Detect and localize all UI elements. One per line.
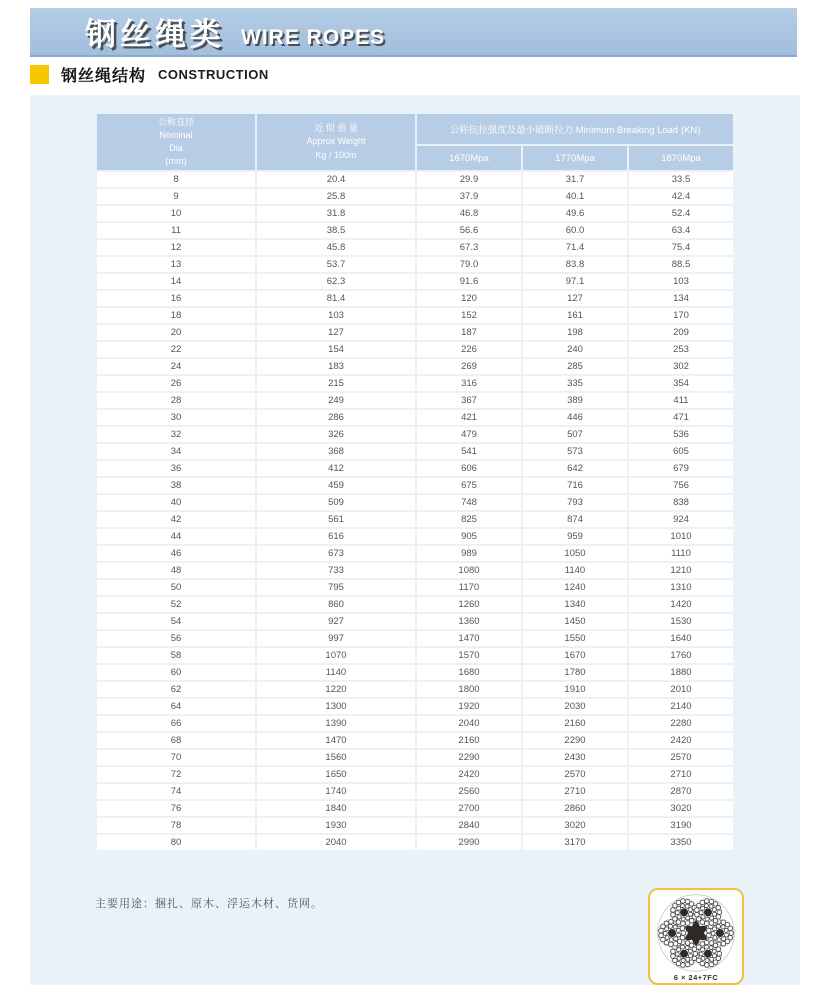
table-cell: 170 [629, 308, 733, 323]
table-cell: 2430 [523, 750, 627, 765]
table-cell: 1220 [257, 682, 415, 697]
header-grade-1670: 1670Mpa [417, 146, 521, 170]
table-cell: 60 [97, 665, 255, 680]
table-cell: 253 [629, 342, 733, 357]
table-cell: 2290 [523, 733, 627, 748]
table-row [97, 648, 733, 663]
table-cell: 1050 [523, 546, 627, 561]
yellow-bullet-icon [30, 65, 49, 84]
table-cell: 959 [523, 529, 627, 544]
table-cell: 81.4 [257, 291, 415, 306]
table-cell: 42.4 [629, 189, 733, 204]
table-row [97, 818, 733, 833]
table-cell: 30 [97, 410, 255, 425]
table-cell: 1840 [257, 801, 415, 816]
table-cell: 38.5 [257, 223, 415, 238]
table-body [97, 172, 733, 850]
table-cell: 479 [417, 427, 521, 442]
table-cell: 58 [97, 648, 255, 663]
table-cell: 1800 [417, 682, 521, 697]
main-uses-note: 主要用途：捆扎、原木、浮运木材、货网。 [95, 898, 323, 910]
table-cell: 2700 [417, 801, 521, 816]
table-cell: 40 [97, 495, 255, 510]
table-cell: 905 [417, 529, 521, 544]
table-cell: 3020 [523, 818, 627, 833]
table-row [97, 308, 733, 323]
table-row [97, 784, 733, 799]
table-cell: 36 [97, 461, 255, 476]
table-cell: 2990 [417, 835, 521, 850]
table-row [97, 563, 733, 578]
table-cell: 316 [417, 376, 521, 391]
table-cell: 606 [417, 461, 521, 476]
table-row [97, 529, 733, 544]
table-cell: 49.6 [523, 206, 627, 221]
table-cell: 2040 [257, 835, 415, 850]
table-cell: 825 [417, 512, 521, 527]
table-cell: 1390 [257, 716, 415, 731]
table-cell: 1340 [523, 597, 627, 612]
table-row [97, 291, 733, 306]
table-cell: 31.8 [257, 206, 415, 221]
table-cell: 34 [97, 444, 255, 459]
table-cell: 78 [97, 818, 255, 833]
table-cell: 28 [97, 393, 255, 408]
table-cell: 1110 [629, 546, 733, 561]
spec-table [95, 112, 735, 852]
table-row [97, 274, 733, 289]
table-cell: 367 [417, 393, 521, 408]
table-cell: 1310 [629, 580, 733, 595]
table-cell: 74 [97, 784, 255, 799]
table-row [97, 546, 733, 561]
table-cell: 1920 [417, 699, 521, 714]
table-cell: 22 [97, 342, 255, 357]
table-cell: 2710 [629, 767, 733, 782]
table-cell: 924 [629, 512, 733, 527]
table-row [97, 801, 733, 816]
table-cell: 10 [97, 206, 255, 221]
table-row [97, 257, 733, 272]
table-cell: 71.4 [523, 240, 627, 255]
table-cell: 354 [629, 376, 733, 391]
table-cell: 1420 [629, 597, 733, 612]
table-row [97, 189, 733, 204]
section-title-zh: 钢丝绳结构 [61, 68, 147, 85]
table-cell: 198 [523, 325, 627, 340]
table-cell: 42 [97, 512, 255, 527]
section-heading [30, 63, 269, 86]
table-cell: 1760 [629, 648, 733, 663]
table-cell: 860 [257, 597, 415, 612]
table-cell: 72 [97, 767, 255, 782]
table-cell: 748 [417, 495, 521, 510]
table-cell: 411 [629, 393, 733, 408]
table-cell: 91.6 [417, 274, 521, 289]
table-cell: 209 [629, 325, 733, 340]
table-cell: 756 [629, 478, 733, 493]
table-cell: 16 [97, 291, 255, 306]
table-cell: 573 [523, 444, 627, 459]
table-cell: 1010 [629, 529, 733, 544]
table-row [97, 223, 733, 238]
header-approx-weight: 近 似 重 量 Approx Weight Kg / 100m [257, 114, 415, 170]
table-cell: 927 [257, 614, 415, 629]
table-cell: 56 [97, 631, 255, 646]
table-cell: 14 [97, 274, 255, 289]
table-cell: 62 [97, 682, 255, 697]
table-cell: 1240 [523, 580, 627, 595]
table-cell: 127 [257, 325, 415, 340]
table-cell: 716 [523, 478, 627, 493]
table-cell: 249 [257, 393, 415, 408]
rope-cross-section-box [648, 888, 744, 985]
table-cell: 421 [417, 410, 521, 425]
table-row [97, 835, 733, 850]
table-row [97, 478, 733, 493]
table-cell: 616 [257, 529, 415, 544]
table-cell: 56.6 [417, 223, 521, 238]
table-cell: 2570 [523, 767, 627, 782]
table-row [97, 359, 733, 374]
table-cell: 997 [257, 631, 415, 646]
table-cell: 75.4 [629, 240, 733, 255]
table-cell: 285 [523, 359, 627, 374]
table-cell: 29.9 [417, 172, 521, 187]
table-row [97, 597, 733, 612]
table-cell: 1170 [417, 580, 521, 595]
table-cell: 2030 [523, 699, 627, 714]
table-cell: 1140 [523, 563, 627, 578]
table-cell: 2420 [629, 733, 733, 748]
table-cell: 269 [417, 359, 521, 374]
table-cell: 60.0 [523, 223, 627, 238]
table-cell: 11 [97, 223, 255, 238]
table-cell: 2420 [417, 767, 521, 782]
table-cell: 38 [97, 478, 255, 493]
header-breaking-load: 公称抗拉强度及最小破断拉力 Minimum Breaking Load (KN) [417, 114, 733, 144]
table-cell: 1550 [523, 631, 627, 646]
table-cell: 1210 [629, 563, 733, 578]
table-cell: 68 [97, 733, 255, 748]
table-cell: 26 [97, 376, 255, 391]
table-cell: 37.9 [417, 189, 521, 204]
table-row [97, 682, 733, 697]
table-row [97, 240, 733, 255]
table-cell: 97.1 [523, 274, 627, 289]
table-cell: 103 [629, 274, 733, 289]
table-cell: 2560 [417, 784, 521, 799]
table-cell: 326 [257, 427, 415, 442]
table-cell: 1470 [417, 631, 521, 646]
table-cell: 795 [257, 580, 415, 595]
page-title-zh: 钢丝绳类 [85, 17, 225, 52]
table-cell: 446 [523, 410, 627, 425]
table-cell: 286 [257, 410, 415, 425]
table-row [97, 580, 733, 595]
table-cell: 134 [629, 291, 733, 306]
table-cell: 1740 [257, 784, 415, 799]
table-cell: 63.4 [629, 223, 733, 238]
table-row [97, 206, 733, 221]
table-row [97, 750, 733, 765]
table-cell: 733 [257, 563, 415, 578]
table-cell: 989 [417, 546, 521, 561]
table-cell: 9 [97, 189, 255, 204]
table-cell: 183 [257, 359, 415, 374]
table-cell: 1650 [257, 767, 415, 782]
table-cell: 2280 [629, 716, 733, 731]
table-cell: 412 [257, 461, 415, 476]
table-cell: 1450 [523, 614, 627, 629]
table-cell: 2040 [417, 716, 521, 731]
table-cell: 52 [97, 597, 255, 612]
table-row [97, 342, 733, 357]
table-cell: 1140 [257, 665, 415, 680]
table-cell: 67.3 [417, 240, 521, 255]
table-cell: 1470 [257, 733, 415, 748]
table-cell: 66 [97, 716, 255, 731]
table-row [97, 716, 733, 731]
table-cell: 88.5 [629, 257, 733, 272]
table-row [97, 461, 733, 476]
table-cell: 20 [97, 325, 255, 340]
table-cell: 2570 [629, 750, 733, 765]
table-cell: 1670 [523, 648, 627, 663]
table-header-row-1 [97, 114, 733, 144]
header-grade-1870: 1870Mpa [629, 146, 733, 170]
table-cell: 675 [417, 478, 521, 493]
table-cell: 79.0 [417, 257, 521, 272]
table-cell: 1080 [417, 563, 521, 578]
table-row [97, 444, 733, 459]
header-grade-1770: 1770Mpa [523, 146, 627, 170]
table-row [97, 512, 733, 527]
table-cell: 1780 [523, 665, 627, 680]
table-cell: 1360 [417, 614, 521, 629]
table-cell: 32 [97, 427, 255, 442]
table-cell: 127 [523, 291, 627, 306]
table-cell: 46.8 [417, 206, 521, 221]
table-cell: 2290 [417, 750, 521, 765]
table-cell: 12 [97, 240, 255, 255]
table-cell: 80 [97, 835, 255, 850]
table-cell: 3190 [629, 818, 733, 833]
table-cell: 2870 [629, 784, 733, 799]
table-cell: 215 [257, 376, 415, 391]
table-cell: 31.7 [523, 172, 627, 187]
table-row [97, 699, 733, 714]
table-cell: 3020 [629, 801, 733, 816]
table-row [97, 631, 733, 646]
table-cell: 838 [629, 495, 733, 510]
table-cell: 20.4 [257, 172, 415, 187]
table-cell: 509 [257, 495, 415, 510]
table-row [97, 410, 733, 425]
table-cell: 2710 [523, 784, 627, 799]
table-cell: 673 [257, 546, 415, 561]
table-cell: 1300 [257, 699, 415, 714]
table-cell: 50 [97, 580, 255, 595]
table-cell: 44 [97, 529, 255, 544]
table-cell: 3170 [523, 835, 627, 850]
table-cell: 103 [257, 308, 415, 323]
table-cell: 793 [523, 495, 627, 510]
table-cell: 2860 [523, 801, 627, 816]
table-cell: 62.3 [257, 274, 415, 289]
table-cell: 2010 [629, 682, 733, 697]
table-cell: 53.7 [257, 257, 415, 272]
page-title-bar [30, 8, 797, 57]
table-cell: 2160 [523, 716, 627, 731]
table-cell: 70 [97, 750, 255, 765]
table-cell: 52.4 [629, 206, 733, 221]
table-cell: 1680 [417, 665, 521, 680]
table-cell: 642 [523, 461, 627, 476]
table-cell: 48 [97, 563, 255, 578]
table-cell: 536 [629, 427, 733, 442]
page-title-en: WIRE ROPES [241, 25, 386, 49]
table-cell: 605 [629, 444, 733, 459]
rope-construction-label: 6 × 24+7FC [673, 973, 719, 982]
table-cell: 368 [257, 444, 415, 459]
table-cell: 2160 [417, 733, 521, 748]
table-row [97, 665, 733, 680]
table-cell: 1560 [257, 750, 415, 765]
table-cell: 389 [523, 393, 627, 408]
table-cell: 1880 [629, 665, 733, 680]
table-cell: 507 [523, 427, 627, 442]
table-cell: 459 [257, 478, 415, 493]
table-cell: 874 [523, 512, 627, 527]
table-cell: 161 [523, 308, 627, 323]
section-title-en: CONSTRUCTION [158, 67, 269, 82]
table-row [97, 393, 733, 408]
table-cell: 2840 [417, 818, 521, 833]
table-cell: 45.8 [257, 240, 415, 255]
table-cell: 1640 [629, 631, 733, 646]
table-cell: 240 [523, 342, 627, 357]
table-row [97, 325, 733, 340]
table-cell: 120 [417, 291, 521, 306]
table-cell: 679 [629, 461, 733, 476]
table-cell: 226 [417, 342, 521, 357]
table-cell: 154 [257, 342, 415, 357]
table-cell: 1570 [417, 648, 521, 663]
table-cell: 1070 [257, 648, 415, 663]
table-cell: 471 [629, 410, 733, 425]
table-cell: 8 [97, 172, 255, 187]
table-cell: 76 [97, 801, 255, 816]
table-cell: 541 [417, 444, 521, 459]
table-cell: 64 [97, 699, 255, 714]
table-cell: 40.1 [523, 189, 627, 204]
table-cell: 152 [417, 308, 521, 323]
table-cell: 1530 [629, 614, 733, 629]
table-row [97, 172, 733, 187]
table-row [97, 767, 733, 782]
table-cell: 54 [97, 614, 255, 629]
table-cell: 25.8 [257, 189, 415, 204]
table-cell: 18 [97, 308, 255, 323]
table-row [97, 733, 733, 748]
table-cell: 3350 [629, 835, 733, 850]
table-cell: 561 [257, 512, 415, 527]
table-cell: 13 [97, 257, 255, 272]
table-cell: 187 [417, 325, 521, 340]
table-cell: 83.8 [523, 257, 627, 272]
content-panel [30, 95, 800, 985]
header-nominal-dia: 公称直径 Nominal Dia (mm) [97, 114, 255, 170]
table-cell: 2140 [629, 699, 733, 714]
table-cell: 1910 [523, 682, 627, 697]
table-cell: 33.5 [629, 172, 733, 187]
table-cell: 46 [97, 546, 255, 561]
table-cell: 335 [523, 376, 627, 391]
table-row [97, 495, 733, 510]
table-cell: 24 [97, 359, 255, 374]
rope-cross-section-icon [652, 893, 740, 973]
table-cell: 1260 [417, 597, 521, 612]
table-cell: 302 [629, 359, 733, 374]
table-row [97, 614, 733, 629]
table-cell: 1930 [257, 818, 415, 833]
table-row [97, 376, 733, 391]
table-row [97, 427, 733, 442]
